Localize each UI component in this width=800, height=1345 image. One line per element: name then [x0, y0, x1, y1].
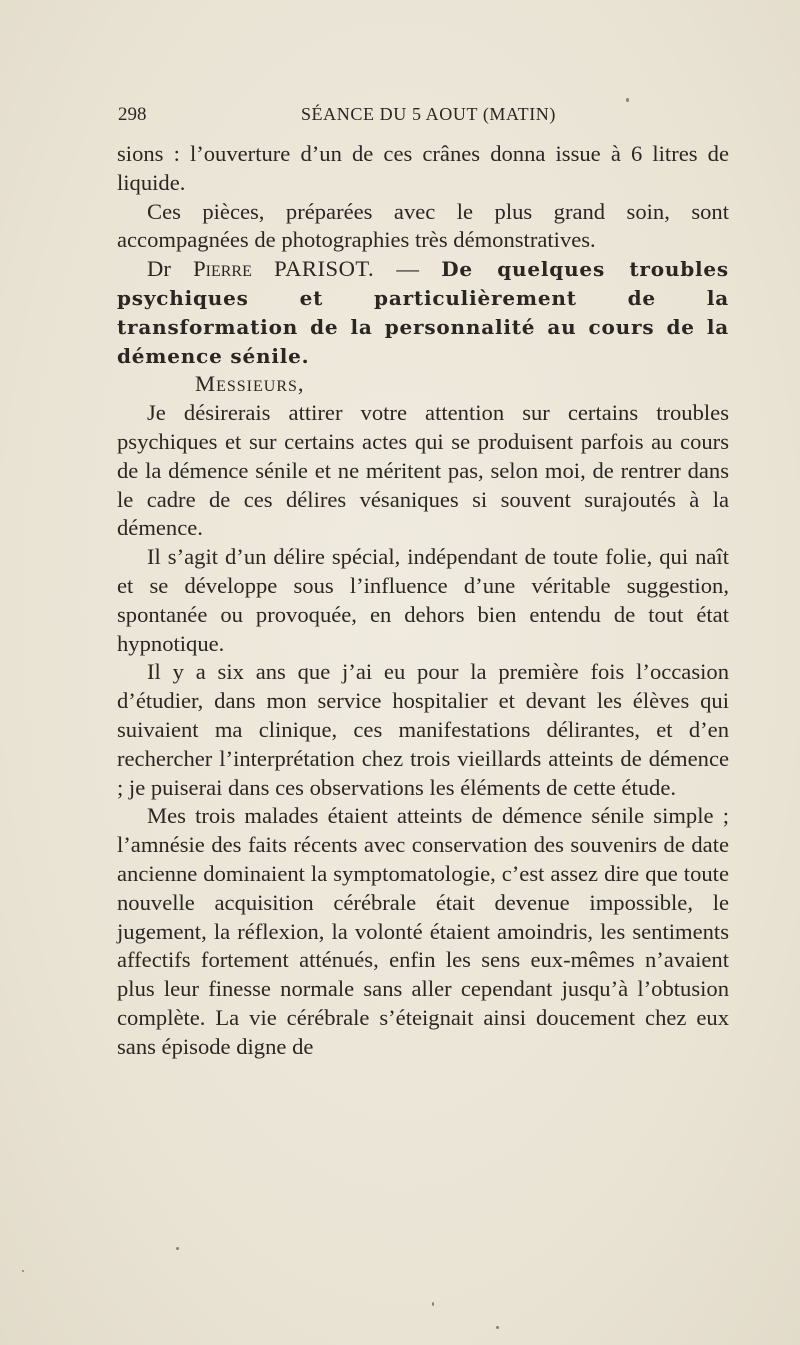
paper-speck — [22, 1270, 24, 1272]
paragraph: Ces pièces, préparées avec le plus grand soin, sont accompagnées de photographies très démonstratives. — [117, 198, 729, 253]
paragraph-continued: sions : l’ouverture d’un de ces crânes donna issue à 6 litres de liquide. — [117, 141, 729, 195]
paper-speck — [626, 98, 629, 102]
running-title: SÉANCE DU 5 AOUT (MATIN) — [300, 104, 556, 124]
paper-speck — [176, 1247, 179, 1250]
author-last-name: PARISOT. — [274, 256, 375, 282]
running-header — [118, 104, 556, 130]
paragraph: Il y a six ans que j’ai eu pour la première fois l’occasion d’étudier, dans mon service hospitalier et devant les élèves qui suivaient ma clinique, ces manifestations délirantes, et d’en rechercher l’interprétation chez trois vieillards atteints de démence ; je puiserai dans ces observations les éléments de cette étude. — [117, 659, 729, 800]
paragraph: Je désirerais attirer votre attention sur certains troubles psychiques et sur certains actes qui se produisent parfois au cours de la démence sénile et ne méritent pas, selon moi, de rentrer dans le cadre de ces délires vésaniques si souvent surajoutés à la démence. — [117, 400, 729, 541]
article-heading — [117, 255, 729, 370]
article-title: De quelques troubles psychiques et particulièrement de la transformation de la personnalité au cours de la démence sénile. — [117, 257, 729, 368]
author-first-name: Pierre — [193, 256, 252, 282]
paragraph: Il s’agit d’un délire spécial, indépendant de toute folie, qui naît et se développe sous l’influence d’une véritable suggestion, spontanée ou provoquée, en dehors bien entendu de tout état hypnotique. — [117, 544, 729, 656]
heading-dash: — — [396, 256, 419, 282]
salutation: Messieurs, — [195, 371, 305, 397]
paper-speck — [432, 1302, 434, 1306]
page-body — [117, 140, 729, 1062]
paper-speck — [496, 1326, 499, 1329]
author-prefix: Dr — [147, 256, 171, 282]
page-number: 298 — [118, 104, 147, 125]
paragraph: Mes trois malades étaient atteints de démence sénile simple ; l’amnésie des faits récents avec conservation des souvenirs de date ancienne dominaient la symptomatologie, c’est assez dire que toute nouvelle acquisition cérébrale était devenue impossible, le jugement, la réflexion, la volonté étaient amoindris, les sentiments affectifs fortement atténués, enfin les sens eux-mêmes n’avaient plus leur finesse normale sans aller cependant jusqu’à l’obtusion complète. La vie cérébrale s’éteignait ainsi doucement chez eux sans épisode digne de — [117, 803, 729, 1059]
